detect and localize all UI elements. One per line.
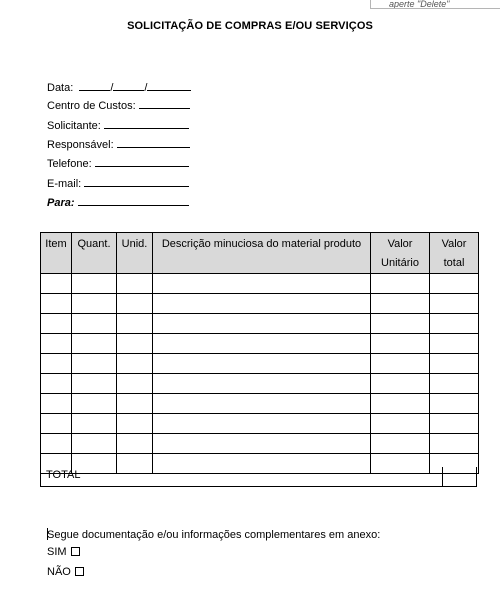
page-title: SOLICITAÇÃO DE COMPRAS E/OU SERVIÇOS — [127, 20, 373, 32]
email-field[interactable] — [47, 175, 189, 189]
cell-quantity[interactable] — [72, 294, 117, 314]
no-label: NÃO — [47, 566, 71, 578]
cell-unit[interactable] — [117, 294, 153, 314]
cell-total-value[interactable] — [430, 294, 479, 314]
cell-unit[interactable] — [117, 374, 153, 394]
cell-unit[interactable] — [117, 414, 153, 434]
cell-unit-value[interactable] — [371, 434, 430, 454]
cell-item[interactable] — [41, 334, 72, 354]
cell-description[interactable] — [153, 334, 371, 354]
requester-label: Solicitante: — [47, 120, 101, 132]
cell-item[interactable] — [41, 294, 72, 314]
table-row — [41, 434, 479, 454]
table-row — [41, 294, 479, 314]
cell-unit[interactable] — [117, 274, 153, 294]
cell-quantity[interactable] — [72, 394, 117, 414]
cell-quantity[interactable] — [72, 274, 117, 294]
cell-unit[interactable] — [117, 434, 153, 454]
recipient-label: Para: — [47, 197, 75, 209]
cell-total-value[interactable] — [430, 314, 479, 334]
cell-unit[interactable] — [117, 314, 153, 334]
cell-item[interactable] — [41, 374, 72, 394]
cell-item[interactable] — [41, 354, 72, 374]
responsible-label: Responsável: — [47, 139, 114, 151]
total-label: TOTAL — [46, 469, 81, 481]
cell-description[interactable] — [153, 294, 371, 314]
cell-item[interactable] — [41, 274, 72, 294]
table-row — [41, 274, 479, 294]
recipient-field[interactable] — [47, 194, 189, 208]
table-row — [41, 374, 479, 394]
cell-unit-value[interactable] — [371, 274, 430, 294]
total-row — [40, 467, 477, 487]
cell-unit-value[interactable] — [371, 294, 430, 314]
date-day-blank[interactable] — [79, 79, 110, 91]
cost-center-label: Centro de Custos: — [47, 100, 136, 112]
cell-unit-value[interactable] — [371, 354, 430, 374]
cost-center-blank[interactable] — [139, 97, 190, 109]
cell-unit-value[interactable] — [371, 334, 430, 354]
attachments-note: Segue documentação e/ou informações complementares em anexo: — [47, 529, 381, 541]
requester-blank[interactable] — [104, 117, 189, 129]
yes-label: SIM — [47, 546, 67, 558]
table-row — [41, 314, 479, 334]
cell-quantity[interactable] — [72, 374, 117, 394]
cell-quantity[interactable] — [72, 314, 117, 334]
phone-field[interactable] — [47, 155, 189, 169]
cell-total-value[interactable] — [430, 334, 479, 354]
cell-description[interactable] — [153, 434, 371, 454]
cell-description[interactable] — [153, 314, 371, 334]
items-table — [40, 232, 479, 474]
cell-description[interactable] — [153, 414, 371, 434]
header-description: Descrição minuciosa do material produto — [153, 233, 371, 274]
yes-option[interactable] — [47, 546, 80, 558]
table-row — [41, 394, 479, 414]
cell-total-value[interactable] — [430, 374, 479, 394]
email-label: E-mail: — [47, 178, 82, 190]
cell-quantity[interactable] — [72, 354, 117, 374]
cell-unit[interactable] — [117, 334, 153, 354]
header-unit-value: Valor Unitário — [371, 233, 430, 274]
responsible-blank[interactable] — [117, 136, 190, 148]
cell-total-value[interactable] — [430, 414, 479, 434]
date-month-blank[interactable] — [113, 79, 144, 91]
table-row — [41, 334, 479, 354]
no-option[interactable] — [47, 566, 84, 578]
no-checkbox[interactable] — [75, 567, 84, 576]
cell-description[interactable] — [153, 274, 371, 294]
cell-quantity[interactable] — [72, 334, 117, 354]
cost-center-field[interactable] — [47, 97, 190, 111]
cell-unit[interactable] — [117, 354, 153, 374]
cell-item[interactable] — [41, 414, 72, 434]
recipient-blank[interactable] — [78, 194, 189, 206]
cell-description[interactable] — [153, 394, 371, 414]
cell-unit-value[interactable] — [371, 314, 430, 334]
table-row — [41, 414, 479, 434]
header-quantity: Quant. — [72, 233, 117, 274]
table-row — [41, 354, 479, 374]
date-label: Data: — [47, 82, 74, 94]
cell-description[interactable] — [153, 354, 371, 374]
email-blank[interactable] — [84, 175, 189, 187]
total-value-cell[interactable] — [442, 467, 478, 486]
requester-field[interactable] — [47, 117, 189, 131]
header-total-value: Valor total — [430, 233, 479, 274]
cell-quantity[interactable] — [72, 414, 117, 434]
cell-description[interactable] — [153, 374, 371, 394]
cell-total-value[interactable] — [430, 434, 479, 454]
cell-unit-value[interactable] — [371, 374, 430, 394]
phone-blank[interactable] — [95, 155, 189, 167]
cell-quantity[interactable] — [72, 434, 117, 454]
cell-total-value[interactable] — [430, 354, 479, 374]
date-field[interactable]: Data: / / — [47, 79, 191, 93]
cell-item[interactable] — [41, 394, 72, 414]
delete-hint-note: aperte "Delete" — [370, 0, 500, 9]
date-year-blank[interactable] — [147, 79, 191, 91]
cell-total-value[interactable] — [430, 274, 479, 294]
cell-unit[interactable] — [117, 394, 153, 414]
responsible-field[interactable] — [47, 136, 190, 150]
phone-label: Telefone: — [47, 158, 92, 170]
cell-unit-value[interactable] — [371, 394, 430, 414]
cell-total-value[interactable] — [430, 394, 479, 414]
header-unit: Unid. — [117, 233, 153, 274]
yes-checkbox[interactable] — [71, 547, 80, 556]
cell-unit-value[interactable] — [371, 414, 430, 434]
cell-item[interactable] — [41, 434, 72, 454]
header-item: Item — [41, 233, 72, 274]
table-header-row — [41, 233, 479, 274]
cell-item[interactable] — [41, 314, 72, 334]
